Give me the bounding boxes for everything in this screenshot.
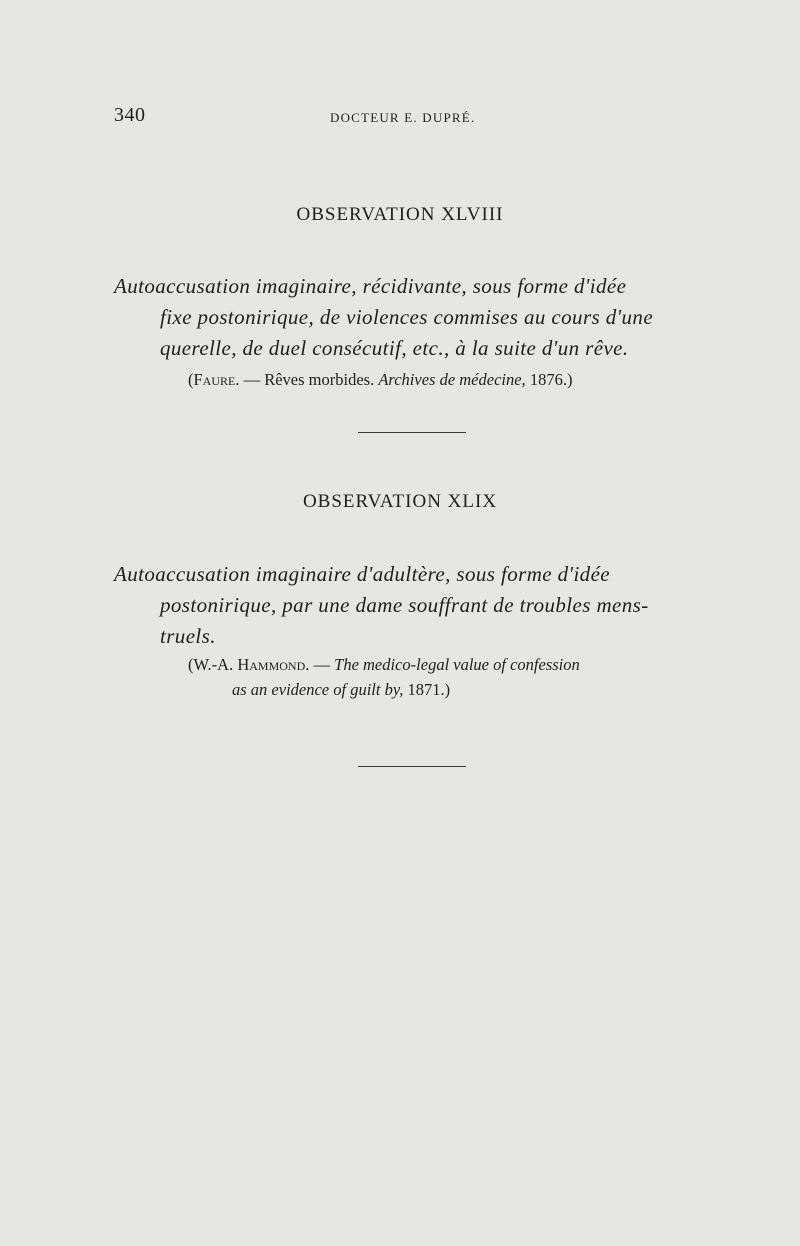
source-journal: Archives de médecine, [378,370,526,389]
subtitle-line: truels. [160,624,216,648]
subtitle-line: fixe postonirique, de violences commises au cours d'une [160,305,654,329]
observation-48-title: OBSERVATION XLVIII [296,204,504,225]
source-year: 1871.) [403,680,451,699]
subtitle-line: Autoaccusation imaginaire, récidivante, sous forme d'idée [114,274,627,298]
observation-48-subtitle [114,271,710,364]
source-work: The medico-legal value of confession [334,655,580,674]
subtitle-line: postonirique, par une dame souffrant de troubles mens- [160,593,649,617]
observation-48-source: (Faure. — Rêves morbides. Archives de médecine, 1876.) [188,370,573,389]
source-year: 1876.) [525,370,573,389]
page-header [114,104,704,128]
section-divider [358,766,466,767]
running-head: DOCTEUR E. DUPRÉ. [330,110,476,125]
source-author: Faure [193,370,236,389]
section-divider [358,432,466,433]
source-author: W.-A. Hammond [193,655,306,674]
source-work: Rêves morbides. [264,370,379,389]
observation-49-source-line-1: (W.-A. Hammond. — The medico-legal value of confession [188,655,580,674]
source-work-continued: as an evidence of guilt by, [232,680,404,699]
observation-49-title: OBSERVATION XLIX [302,491,498,512]
observation-49-subtitle [114,559,710,652]
subtitle-line: querelle, de duel consécutif, etc., à la suite d'un rêve. [160,336,629,360]
observation-49-source-line-2 [232,677,450,702]
subtitle-line: Autoaccusation imaginaire d'adultère, sous forme d'idée [114,562,611,586]
page-number: 340 [114,104,146,126]
